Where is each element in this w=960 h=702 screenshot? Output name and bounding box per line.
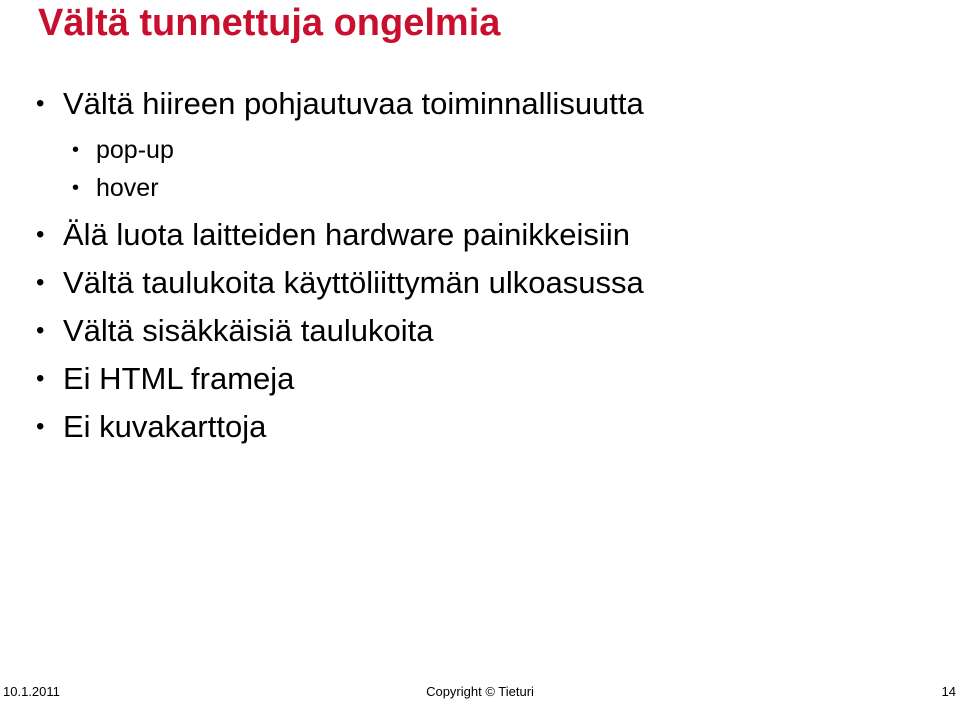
footer-date: 10.1.2011 <box>3 684 60 699</box>
bullet-icon: • <box>72 176 80 199</box>
bullet-icon: • <box>36 221 45 248</box>
bullet-icon: • <box>36 317 45 344</box>
bullet-icon: • <box>36 413 45 440</box>
list-item <box>36 311 433 351</box>
list-item-text: Vältä hiireen pohjautuvaa toiminnallisuutta <box>63 86 644 121</box>
bullet-icon: • <box>36 365 45 392</box>
list-item-text: Ei kuvakarttoja <box>63 409 267 444</box>
list-item <box>36 263 644 303</box>
bullet-icon: • <box>36 269 45 296</box>
list-item-text: Älä luota laitteiden hardware painikkeisiin <box>63 217 630 252</box>
list-item-text: Ei HTML frameja <box>63 361 295 396</box>
list-item <box>72 172 159 204</box>
list-item <box>36 215 630 255</box>
list-item <box>36 407 266 447</box>
list-item <box>72 134 174 166</box>
page-number: 14 <box>941 684 956 699</box>
list-item <box>36 359 294 399</box>
bullet-icon: • <box>36 90 45 117</box>
list-item-text: Vältä sisäkkäisiä taulukoita <box>63 313 434 348</box>
footer-copyright: Copyright © Tieturi <box>426 684 534 699</box>
list-item-text: hover <box>96 173 159 202</box>
list-item-text: pop-up <box>96 135 174 164</box>
list-item <box>36 84 644 124</box>
list-item-text: Vältä taulukoita käyttöliittymän ulkoasussa <box>63 265 644 300</box>
bullet-icon: • <box>72 138 80 161</box>
slide-title: Vältä tunnettuja ongelmia <box>38 2 501 44</box>
